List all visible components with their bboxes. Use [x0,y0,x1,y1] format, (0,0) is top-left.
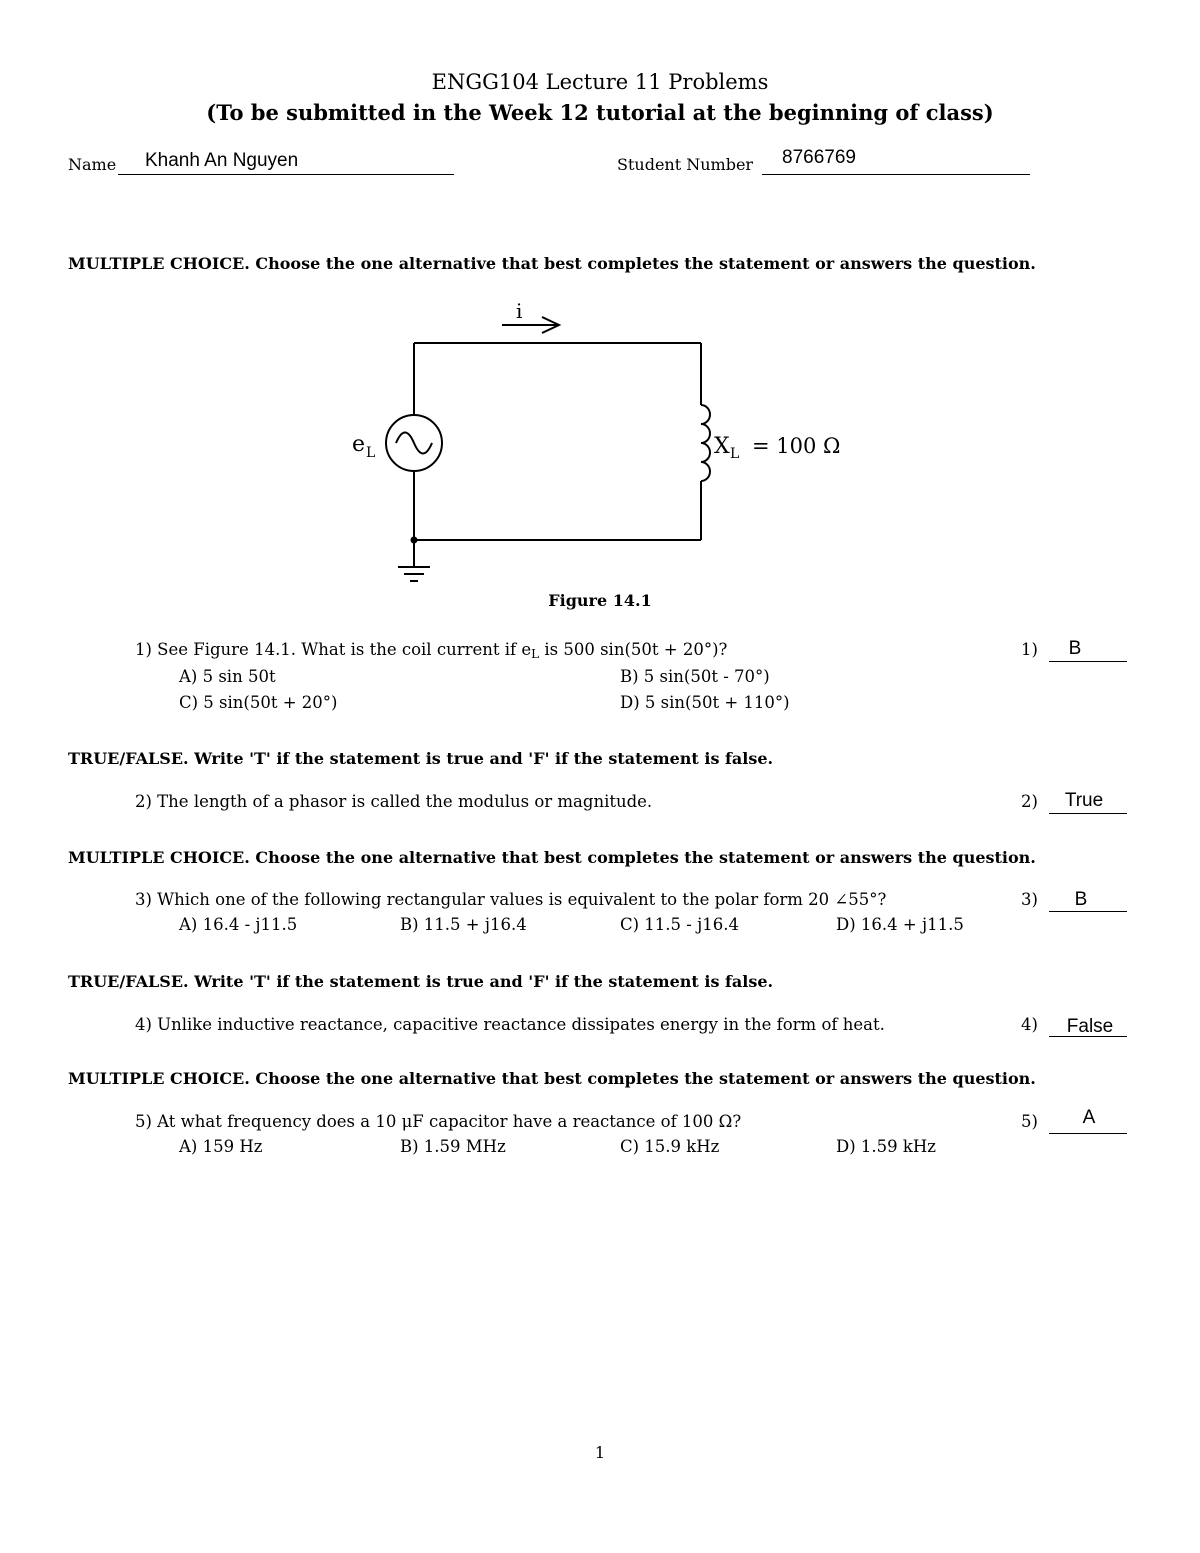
question-2-text: 2) The length of a phasor is called the modulus or magnitude. [135,792,653,811]
q5-option-c: C) 15.9 kHz [620,1137,720,1156]
current-label: i [516,299,523,323]
q1-option-b: B) 5 sin(50t - 70°) [620,667,770,686]
q3-option-d: D) 16.4 + j11.5 [836,915,964,934]
answer-line-3 [1049,911,1127,912]
current-arrow-icon [502,317,559,333]
answer-4-value[interactable]: False [1066,1016,1114,1037]
answer-5-value[interactable]: A [1082,1107,1096,1128]
inductor-label: X [714,434,730,459]
answer-number-1: 1) [1021,640,1038,659]
answer-number-2: 2) [1021,792,1038,811]
student-number-label: Student Number [617,155,754,174]
q1-option-d: D) 5 sin(50t + 110°) [620,693,790,712]
section-true-false: TRUE/FALSE. Write 'T' if the statement is true and 'F' if the statement is false. [68,972,774,991]
answer-line-2 [1049,813,1127,814]
answer-number-5: 5) [1021,1112,1038,1131]
section-multiple-choice: MULTIPLE CHOICE. Choose the one alternative that best completes the statement or answers the question. [68,848,1036,867]
q5-option-b: B) 1.59 MHz [400,1137,506,1156]
source-label: e [352,432,366,457]
answer-2-value[interactable]: True [1064,790,1104,811]
q3-option-a: A) 16.4 - j11.5 [179,915,298,934]
answer-number-3: 3) [1021,890,1038,909]
q5-option-a: A) 159 Hz [179,1137,263,1156]
inductor-label-sub: L [730,446,740,462]
name-label: Name [68,155,117,174]
question-3-text: 3) Which one of the following rectangular values is equivalent to the polar form 20 ∠55°? [135,890,887,909]
figure-caption: Figure 14.1 [548,591,652,610]
answer-line-1 [1049,661,1127,662]
answer-1-value[interactable]: B [1068,638,1082,659]
answer-3-value[interactable]: B [1074,889,1088,910]
q1-option-a: A) 5 sin 50t [179,667,276,686]
q1-option-c: C) 5 sin(50t + 20°) [179,693,338,712]
answer-line-5 [1049,1133,1127,1134]
page-number: 1 [594,1443,606,1462]
question-5-text: 5) At what frequency does a 10 μF capacitor have a reactance of 100 Ω? [135,1112,742,1131]
junction-dot [411,537,418,544]
student-number-value[interactable]: 8766769 [782,147,856,168]
source-label-sub: L [366,445,376,461]
inductor-value: = 100 Ω [752,434,841,458]
answer-number-4: 4) [1021,1015,1038,1034]
ac-source-icon [386,415,442,471]
q5-option-d: D) 1.59 kHz [836,1137,936,1156]
page-subtitle: (To be submitted in the Week 12 tutorial at the beginning of class) [206,100,994,125]
circuit-figure [330,295,890,595]
q3-option-c: C) 11.5 - j16.4 [620,915,739,934]
section-multiple-choice: MULTIPLE CHOICE. Choose the one alternative that best completes the statement or answers the question. [68,1069,1036,1088]
section-multiple-choice: MULTIPLE CHOICE. Choose the one alternative that best completes the statement or answers the question. [68,254,1036,273]
name-underline [118,174,454,175]
circuit-wires [414,343,701,567]
section-true-false: TRUE/FALSE. Write 'T' if the statement is true and 'F' if the statement is false. [68,749,774,768]
page-title: ENGG104 Lecture 11 Problems [431,70,769,94]
inductor-coil-icon [701,405,710,481]
question-1-text: 1) See Figure 14.1. What is the coil current if eL is 500 sin(50t + 20°)? [135,640,728,661]
student-number-underline [762,174,1030,175]
q3-option-b: B) 11.5 + j16.4 [400,915,527,934]
ground-icon [398,567,430,581]
question-4-text: 4) Unlike inductive reactance, capacitive reactance dissipates energy in the form of heat. [135,1015,885,1034]
name-value[interactable]: Khanh An Nguyen [145,150,299,171]
